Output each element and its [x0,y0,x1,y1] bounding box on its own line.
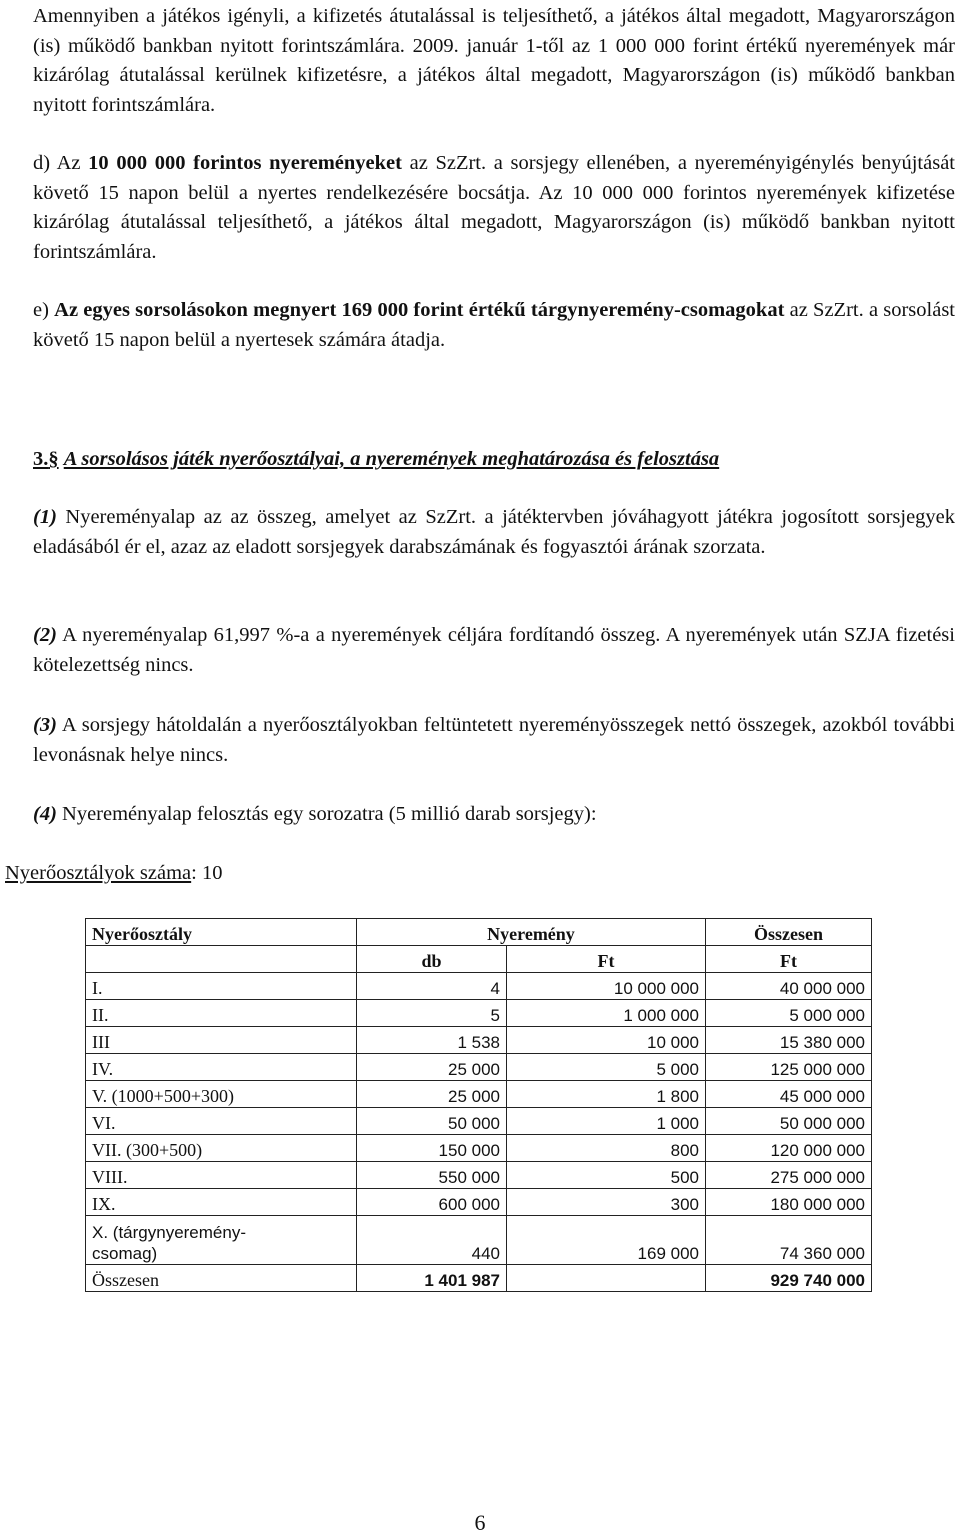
cell-db: 50 000 [357,1108,507,1135]
list-label: e) [33,299,49,321]
table-row [86,1162,872,1189]
paragraph-text: az SzZrt. a sorsolást követő 15 napon belül a nyertesek számára átadja. [33,299,956,351]
section-number: 3. [33,448,49,470]
cell-total: 50 000 000 [706,1108,872,1135]
cell-db: 1 401 987 [357,1265,507,1292]
header-prize: Nyeremény [357,919,706,946]
cell-db: 440 [357,1216,507,1265]
cell-db: 5 [357,1000,507,1027]
cell-ft: 10 000 000 [507,973,706,1000]
cell-class: VI. [86,1108,357,1135]
cell-total: 125 000 000 [706,1054,872,1081]
cell-total: 120 000 000 [706,1135,872,1162]
point-label: (2) [33,624,57,646]
table-row [86,1135,872,1162]
table-row [86,1000,872,1027]
cell-class: IX. [86,1189,357,1216]
cell-total: 929 740 000 [706,1265,872,1292]
cell-db: 600 000 [357,1189,507,1216]
cell-class [86,1216,357,1265]
cell-ft: 169 000 [507,1216,706,1265]
point-label: (3) [33,714,57,736]
paragraph-transfer-payment [33,2,955,120]
cell-ft: 300 [507,1189,706,1216]
cell-class: I. [86,973,357,1000]
cell-ft: 500 [507,1162,706,1189]
point-text: A nyereményalap 61,997 %-a a nyeremények céljára fordítandó összeg. A nyeremények után SZJA fizetési kötelezettség nincs. [33,624,955,676]
cell-class: VII. (300+500) [86,1135,357,1162]
cell-class: VIII. [86,1162,357,1189]
cell-class-line1: X. (tárgynyeremény- [92,1223,246,1242]
cell-class: V. (1000+500+300) [86,1081,357,1108]
classes-count-value: : 10 [191,862,223,884]
classes-count-line [5,859,927,889]
prize-table [85,918,872,1292]
page-number: 6 [474,1510,486,1535]
cell-db: 25 000 [357,1054,507,1081]
table-row [86,1081,872,1108]
subheader-ft-total: Ft [706,946,872,973]
table-total-row [86,1265,872,1292]
point-text: A sorsjegy hátoldalán a nyerőosztályokban feltüntetett nyereményösszegek nettó összegek, azokból további levonásnak helye nincs. [33,714,955,766]
cell-total: 15 380 000 [706,1027,872,1054]
subheader-db: db [357,946,507,973]
point-text: Nyereményalap felosztás egy sorozatra (5 millió darab sorsjegy): [62,803,597,825]
paragraph-d [33,149,955,267]
cell-total: 5 000 000 [706,1000,872,1027]
cell-db: 4 [357,973,507,1000]
cell-ft: 1 800 [507,1081,706,1108]
table-row [86,1189,872,1216]
section-sign: § [48,448,59,470]
cell-ft [507,1265,706,1292]
header-total: Összesen [706,919,872,946]
cell-total: 40 000 000 [706,973,872,1000]
paragraph-text: az SzZrt. a sorsjegy ellenében, a nyereményigénylés benyújtását követő 15 napon belül a nyertes rendelkezésére bocsátja. Az 10 000 000 forintos nyeremények kifizetése kizárólag átutalással teljesíthető, a játékos által megadott, Magyarországon (is) működő bankban nyitott forintszámlára. [33,152,955,263]
paragraph-e [33,296,955,355]
list-label: d) [33,152,51,174]
header-class: Nyerőosztály [86,919,357,946]
classes-count-label: Nyerőosztályok száma [5,862,192,884]
point-4 [33,800,955,830]
cell-db: 25 000 [357,1081,507,1108]
prize-table-wrapper [85,918,872,1292]
point-1 [33,503,955,562]
paragraph-bold-text: Az egyes sorsolásokon megnyert 169 000 forint értékű tárgynyeremény-csomagokat [54,299,785,321]
paragraph-lead: Az [56,152,81,174]
cell-db: 150 000 [357,1135,507,1162]
cell-ft: 10 000 [507,1027,706,1054]
cell-ft: 800 [507,1135,706,1162]
point-label: (1) [33,506,57,528]
subheader-ft: Ft [507,946,706,973]
paragraph-text: Amennyiben a játékos igényli, a kifizetés átutalással is teljesíthető, a játékos által megadott, Magyarországon (is) működő bankban nyitott forintszámlára. 2009. január 1-től az 1 000 000 forint értékű nyeremények már kizárólag átutalással kerülnek kifizetésre, a játékos által megadott, Magyarországon (is) működő bankban nyitott forintszámlára. [33,5,955,116]
point-3 [33,711,955,770]
paragraph-bold-text: 10 000 000 forintos nyereményeket [88,152,402,174]
cell-class: IV. [86,1054,357,1081]
table-header-row [86,919,872,946]
table-row [86,1054,872,1081]
table-row [86,973,872,1000]
subheader-empty [86,946,357,973]
cell-class: III [86,1027,357,1054]
cell-ft: 5 000 [507,1054,706,1081]
cell-ft: 1 000 [507,1108,706,1135]
cell-total: 180 000 000 [706,1189,872,1216]
cell-class: Összesen [86,1265,357,1292]
table-subheader-row [86,946,872,973]
table-row [86,1027,872,1054]
cell-ft: 1 000 000 [507,1000,706,1027]
cell-total: 45 000 000 [706,1081,872,1108]
table-row [86,1216,872,1265]
section-heading [33,445,955,475]
section-title: A sorsolásos játék nyerőosztályai, a nyeremények meghatározása és felosztása [63,448,720,470]
cell-total: 74 360 000 [706,1216,872,1265]
point-text: Nyereményalap az az összeg, amelyet az SzZrt. a játéktervben jóváhagyott játékra jogosított sorsjegyek eladásából ér el, azaz az eladott sorsjegyek darabszámának és fogyasztói árának szorzata. [33,506,956,558]
cell-db: 550 000 [357,1162,507,1189]
table-row [86,1108,872,1135]
cell-class: II. [86,1000,357,1027]
point-2 [33,621,955,680]
cell-db: 1 538 [357,1027,507,1054]
point-label: (4) [33,803,57,825]
cell-class-line2: csomag) [92,1244,158,1263]
cell-total: 275 000 000 [706,1162,872,1189]
